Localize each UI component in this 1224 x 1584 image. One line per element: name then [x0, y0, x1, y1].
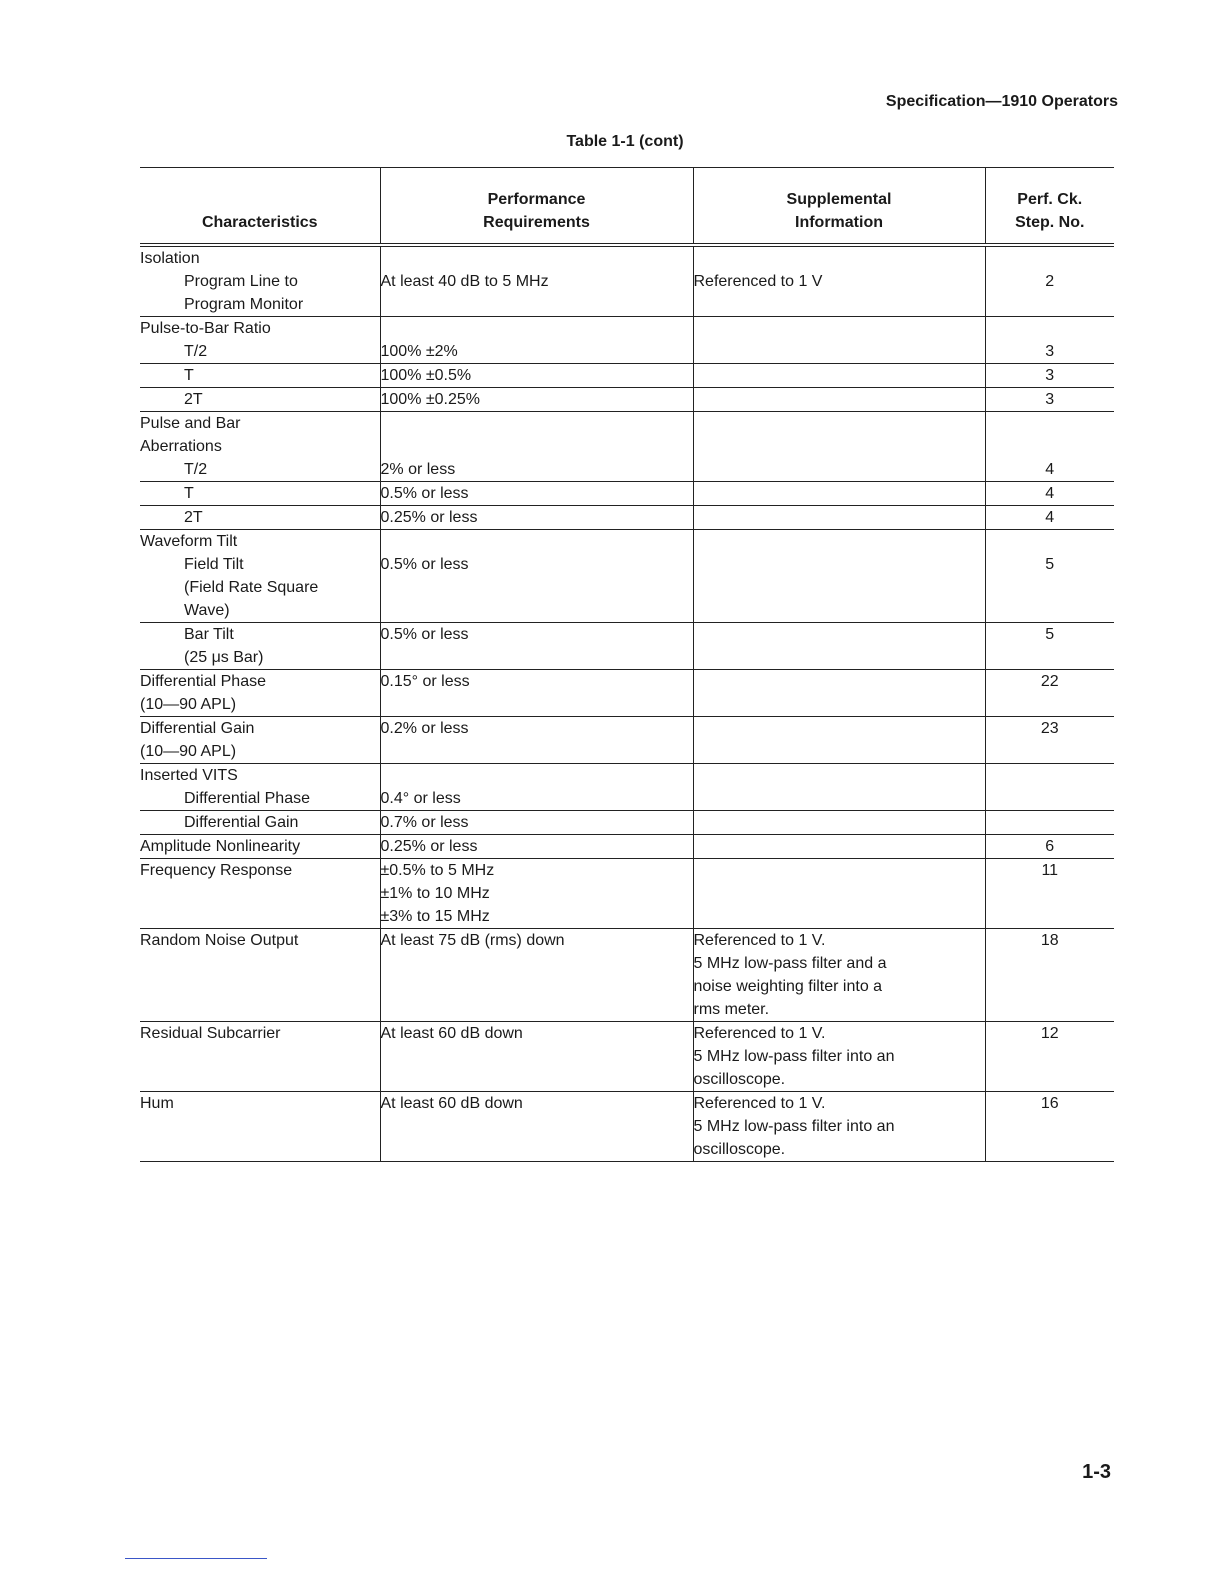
step-number-cell: 5: [985, 623, 1114, 670]
cell-line: Differential Gain: [140, 720, 255, 737]
cell-line: 5 MHz low-pass filter into an: [693, 1118, 895, 1135]
group-title-row: [140, 317, 1114, 341]
column-header-performance: [380, 168, 693, 246]
cell-line: Differential Phase: [184, 790, 310, 807]
characteristic-cell: [140, 929, 380, 1022]
cell-line: Step. No.: [1015, 214, 1085, 231]
performance-cell: [380, 553, 693, 623]
cell-line: 0.4° or less: [380, 790, 461, 807]
page-number: 1-3: [1082, 1461, 1111, 1483]
cell-line: Wave): [184, 602, 230, 619]
cell-line: ±3% to 15 MHz: [380, 908, 490, 925]
performance-cell: [380, 364, 693, 388]
cell-line: Program Monitor: [184, 296, 304, 313]
characteristic-cell: [140, 1092, 380, 1162]
performance-cell: [380, 506, 693, 530]
supplemental-cell: [693, 811, 985, 835]
cell-line: Information: [795, 214, 883, 231]
cell-line: Pulse and Bar: [140, 415, 241, 432]
cell-line: Supplemental: [786, 191, 892, 208]
cell-line: Waveform Tilt: [140, 533, 238, 550]
cell-line: Random Noise Output: [140, 932, 299, 949]
supplemental-cell: [693, 670, 985, 717]
cell-line: Perf. Ck.: [1017, 191, 1083, 208]
supplemental-cell: [693, 623, 985, 670]
cell-line: 5 MHz low-pass filter and a: [693, 955, 887, 972]
step-number-cell: [985, 811, 1114, 835]
cell-line: oscilloscope.: [693, 1141, 786, 1158]
cell-line: T: [184, 485, 194, 502]
cell-line: T/2: [184, 461, 208, 478]
cell-line: 0.5% or less: [380, 626, 469, 643]
performance-cell: [380, 929, 693, 1022]
table-body: [140, 245, 1114, 1162]
cell-line: rms meter.: [693, 1001, 770, 1018]
cell-line: 2% or less: [380, 461, 456, 478]
cell-line: Performance: [487, 191, 586, 208]
supplemental-cell: [693, 717, 985, 764]
empty-cell: [985, 530, 1114, 554]
cell-line: 0.25% or less: [380, 509, 478, 526]
performance-cell: [380, 623, 693, 670]
group-title: [140, 317, 380, 341]
cell-line: 2T: [184, 391, 203, 408]
supplemental-cell: [693, 835, 985, 859]
performance-cell: [380, 340, 693, 364]
performance-cell: [380, 670, 693, 717]
empty-cell: [693, 245, 985, 270]
table-row: [140, 458, 1114, 482]
characteristic-cell: [140, 623, 380, 670]
performance-cell: [380, 787, 693, 811]
cell-line: Referenced to 1 V: [693, 273, 823, 290]
step-number-cell: 4: [985, 458, 1114, 482]
characteristic-cell: [140, 482, 380, 506]
table-row: [140, 859, 1114, 929]
table-row: [140, 1022, 1114, 1092]
step-number-cell: 18: [985, 929, 1114, 1022]
supplemental-cell: [693, 270, 985, 317]
cell-line: (10—90 APL): [140, 696, 237, 713]
cell-line: 0.5% or less: [380, 556, 469, 573]
characteristic-cell: [140, 270, 380, 317]
empty-cell: [985, 412, 1114, 459]
step-number-cell: 22: [985, 670, 1114, 717]
cell-line: Requirements: [483, 214, 590, 231]
characteristic-cell: [140, 787, 380, 811]
cell-line: Isolation: [140, 250, 200, 267]
step-number-cell: 4: [985, 506, 1114, 530]
cell-line: (25 μs Bar): [184, 649, 264, 666]
cell-line: At least 75 dB (rms) down: [380, 932, 565, 949]
performance-cell: [380, 811, 693, 835]
step-number-cell: 23: [985, 717, 1114, 764]
characteristic-cell: [140, 340, 380, 364]
cell-line: Differential Gain: [184, 814, 299, 831]
cell-line: Differential Phase: [140, 673, 266, 690]
performance-cell: [380, 835, 693, 859]
characteristic-cell: [140, 717, 380, 764]
cell-line: At least 40 dB to 5 MHz: [380, 273, 549, 290]
step-number-cell: 16: [985, 1092, 1114, 1162]
cell-line: 0.2% or less: [380, 720, 469, 737]
cell-line: 0.15° or less: [380, 673, 470, 690]
empty-cell: [380, 245, 693, 270]
cell-line: Program Line to: [184, 273, 298, 290]
cell-line: Hum: [140, 1095, 174, 1112]
cell-line: 100% ±0.25%: [380, 391, 481, 408]
cell-line: At least 60 dB down: [380, 1025, 523, 1042]
empty-cell: [985, 764, 1114, 788]
cell-line: (Field Rate Square: [184, 579, 319, 596]
cell-line: 100% ±0.5%: [380, 367, 472, 384]
cell-line: Bar Tilt: [184, 626, 234, 643]
characteristic-cell: [140, 458, 380, 482]
supplemental-cell: [693, 553, 985, 623]
cell-line: T/2: [184, 343, 208, 360]
empty-cell: [380, 412, 693, 459]
supplemental-cell: [693, 340, 985, 364]
running-head: Specification—1910 Operators: [885, 93, 1118, 110]
cell-line: ±0.5% to 5 MHz: [380, 862, 495, 879]
table-row: [140, 270, 1114, 317]
performance-cell: [380, 458, 693, 482]
table-row: [140, 340, 1114, 364]
cell-line: Referenced to 1 V.: [693, 932, 826, 949]
table-title: Table 1-1 (cont): [566, 133, 684, 150]
table-row: [140, 835, 1114, 859]
step-number-cell: [985, 787, 1114, 811]
cell-line: ±1% to 10 MHz: [380, 885, 490, 902]
table-row: [140, 811, 1114, 835]
table-row: [140, 623, 1114, 670]
supplemental-cell: [693, 929, 985, 1022]
group-title-row: [140, 245, 1114, 270]
cell-line: Field Tilt: [184, 556, 244, 573]
characteristic-cell: [140, 859, 380, 929]
empty-cell: [693, 412, 985, 459]
step-number-cell: 11: [985, 859, 1114, 929]
step-number-cell: 2: [985, 270, 1114, 317]
supplemental-cell: [693, 1092, 985, 1162]
cell-line: 0.7% or less: [380, 814, 469, 831]
column-header-step: [985, 168, 1114, 246]
empty-cell: [985, 245, 1114, 270]
table-row: [140, 787, 1114, 811]
cell-line: 5 MHz low-pass filter into an: [693, 1048, 895, 1065]
performance-cell: [380, 388, 693, 412]
table-row: [140, 388, 1114, 412]
characteristic-cell: [140, 811, 380, 835]
table-row: [140, 717, 1114, 764]
column-header-characteristics: [140, 168, 380, 246]
step-number-cell: 12: [985, 1022, 1114, 1092]
characteristic-cell: [140, 553, 380, 623]
table-header: [140, 168, 1114, 246]
cell-line: (10—90 APL): [140, 743, 237, 760]
table-row: [140, 670, 1114, 717]
group-title-row: [140, 530, 1114, 554]
cell-line: Inserted VITS: [140, 767, 238, 784]
group-title: [140, 530, 380, 554]
group-title: [140, 412, 380, 459]
performance-cell: [380, 1092, 693, 1162]
table-row: [140, 1092, 1114, 1162]
cell-line: Characteristics: [201, 214, 318, 231]
cell-line: Aberrations: [140, 438, 222, 455]
cell-line: Referenced to 1 V.: [693, 1095, 826, 1112]
cell-line: Frequency Response: [140, 862, 293, 879]
cell-line: Residual Subcarrier: [140, 1025, 281, 1042]
footer-rule: [125, 1558, 267, 1559]
step-number-cell: 3: [985, 340, 1114, 364]
cell-line: 100% ±2%: [380, 343, 458, 360]
column-header-supplemental: [693, 168, 985, 246]
empty-cell: [693, 317, 985, 341]
cell-line: At least 60 dB down: [380, 1095, 523, 1112]
specification-table: [140, 167, 1114, 1162]
empty-cell: [380, 530, 693, 554]
empty-cell: [693, 530, 985, 554]
cell-line: noise weighting filter into a: [693, 978, 883, 995]
step-number-cell: 3: [985, 388, 1114, 412]
group-title-row: [140, 412, 1114, 459]
characteristic-cell: [140, 506, 380, 530]
group-title-row: [140, 764, 1114, 788]
performance-cell: [380, 859, 693, 929]
characteristic-cell: [140, 835, 380, 859]
empty-cell: [380, 317, 693, 341]
performance-cell: [380, 270, 693, 317]
supplemental-cell: [693, 364, 985, 388]
cell-line: Referenced to 1 V.: [693, 1025, 826, 1042]
cell-line: 2T: [184, 509, 203, 526]
empty-cell: [693, 764, 985, 788]
performance-cell: [380, 1022, 693, 1092]
step-number-cell: 4: [985, 482, 1114, 506]
performance-cell: [380, 482, 693, 506]
performance-cell: [380, 717, 693, 764]
table-row: [140, 553, 1114, 623]
characteristic-cell: [140, 1022, 380, 1092]
cell-line: 0.5% or less: [380, 485, 469, 502]
supplemental-cell: [693, 859, 985, 929]
cell-line: T: [184, 367, 194, 384]
cell-line: Amplitude Nonlinearity: [140, 838, 301, 855]
supplemental-cell: [693, 1022, 985, 1092]
empty-cell: [380, 764, 693, 788]
group-title: [140, 764, 380, 788]
empty-cell: [985, 317, 1114, 341]
supplemental-cell: [693, 388, 985, 412]
step-number-cell: 5: [985, 553, 1114, 623]
table-row: [140, 482, 1114, 506]
characteristic-cell: [140, 388, 380, 412]
step-number-cell: 3: [985, 364, 1114, 388]
characteristic-cell: [140, 670, 380, 717]
table-row: [140, 364, 1114, 388]
table-row: [140, 929, 1114, 1022]
characteristic-cell: [140, 364, 380, 388]
cell-line: 0.25% or less: [380, 838, 478, 855]
table-row: [140, 506, 1114, 530]
supplemental-cell: [693, 506, 985, 530]
group-title: [140, 245, 380, 270]
step-number-cell: 6: [985, 835, 1114, 859]
cell-line: Pulse-to-Bar Ratio: [140, 320, 271, 337]
supplemental-cell: [693, 458, 985, 482]
supplemental-cell: [693, 482, 985, 506]
supplemental-cell: [693, 787, 985, 811]
cell-line: oscilloscope.: [693, 1071, 786, 1088]
